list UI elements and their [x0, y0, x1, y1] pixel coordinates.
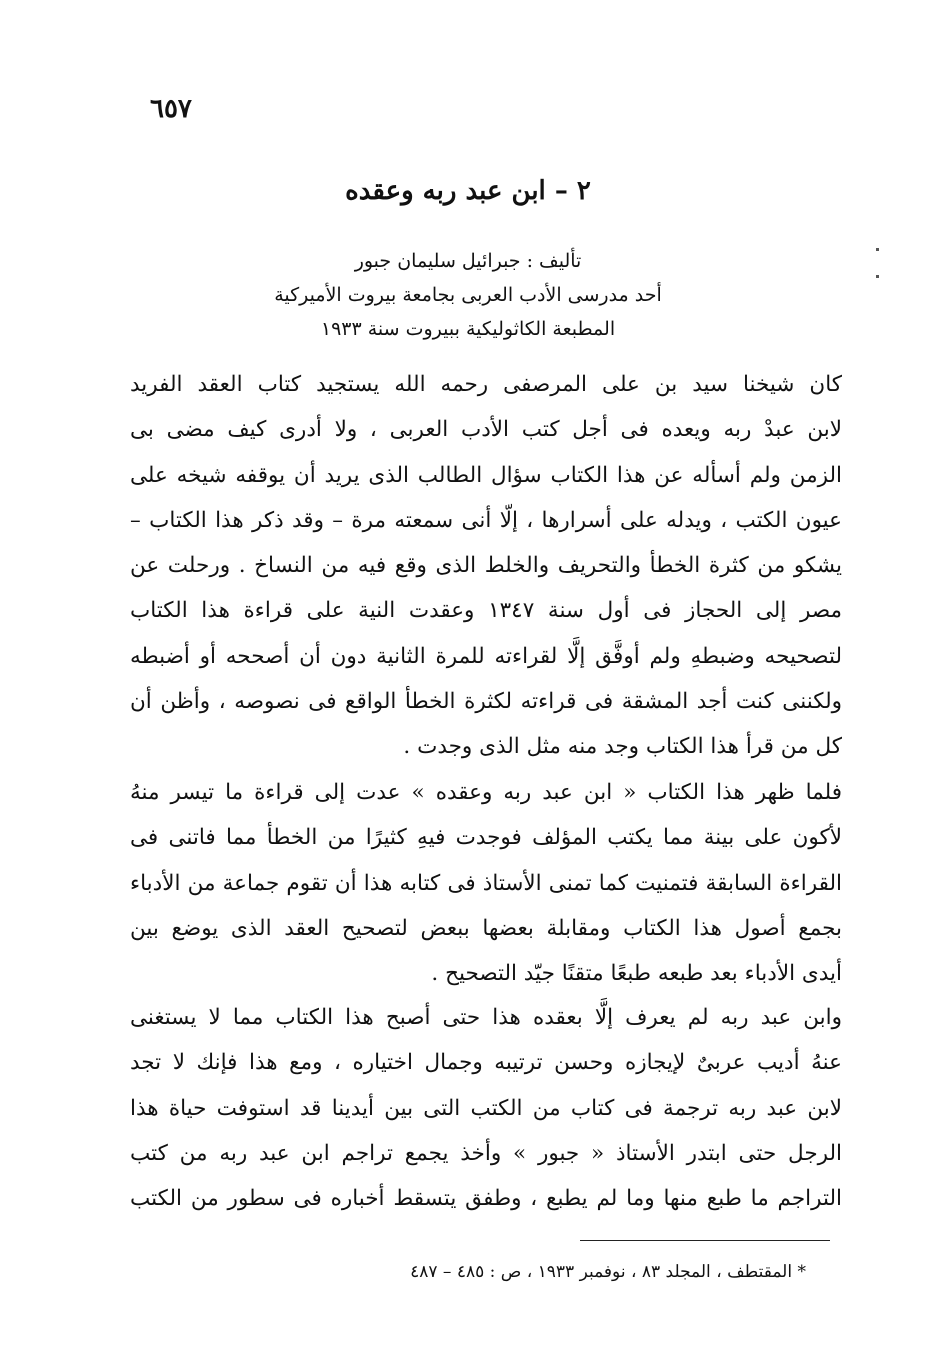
text-line: مصر إلى الحجاز فى أول سنة ١٣٤٧ وعقدت النية على قراءة هذا الكتاب — [130, 598, 842, 624]
scan-speck — [876, 248, 879, 251]
text-line: عيون الكتب ، ويدله على أسرارها ، إلّا أنى سمعته مرة – وقد ذكر هذا الكتاب – — [130, 507, 842, 533]
article-title: ٢ – ابن عبد ربه وعقده — [345, 176, 591, 206]
text-line: عنهُ أديب عربىٌ لإيجازه وحسن ترتيبه وجمال اختياره ، ومع هذا فإنك لا تجد — [130, 1050, 842, 1076]
scan-speck — [876, 275, 879, 278]
text-line: لابن عبدْ ربه ويعده فى أجل كتب الأدب العربى ، ولا أدرى كيف مضى بى — [130, 417, 842, 443]
text-line: وابن عبد ربه لم يعرف إلَّا بعقده هذا حتى أصبح هذا الكتاب مما لا يستغنى — [130, 1005, 842, 1030]
text-line: لتصحيحه وضبطهِ ولم أوفَّق إلَّا لقراءته للمرة الثانية دون أن أصححه أو أضبطه — [130, 643, 842, 669]
text-line: كان شيخنا سيد بن على المرصفى رحمه الله يستجيد كتاب العقد الفريد — [130, 372, 842, 397]
text-line: الرجل حتى ابتدر الأستاذ « جبور » وأخذ يجمع تراجم ابن عبد ربه من كتب — [130, 1140, 842, 1166]
text-line: الزمن ولم أسأله عن هذا الكتاب سؤال الطالب الذى يريد أن يوقفه شيخه على — [130, 462, 842, 488]
footnote: * المقتطف ، المجلد ٨٣ ، نوفمبر ١٩٣٣ ، ص : ٤٨٥ – ٤٨٧ — [410, 1262, 806, 1282]
text-line: يشكو من كثرة الخطأ والتحريف والخلط الذى وقع فيه من النساخ . ورحلت عن — [130, 553, 842, 579]
author-line: تأليف : جبرائيل سليمان جبور — [354, 250, 582, 272]
affiliation-line: أحد مدرسى الأدب العربى بجامعة بيروت الأميركية — [274, 284, 662, 306]
text-line: كل من قرأ هذا الكتاب وجد منه مثل الذى وجدت . — [403, 734, 842, 760]
paragraph-3 — [130, 995, 842, 1221]
text-line: لابن عبد ربه ترجمة فى كتاب من الكتب التى بين أيدينا قد استوفت حياة هذا — [130, 1095, 842, 1121]
text-line: لأكون على بينة مما يكتب المؤلف فوجدت فيهِ كثيرًا من الخطأ مما فاتنى فى — [130, 825, 842, 851]
text-line: أيدى الأدباء بعد طبعه طبعًا متقنًا جيّد التصحيح . — [431, 961, 842, 987]
page-number: ٦٥٧ — [150, 94, 192, 124]
text-line: التراجم ما طبع منها وما لم يطبع ، وطفق يتسقط أخباره فى سطور من الكتب — [130, 1186, 842, 1212]
footnote-divider — [580, 1240, 830, 1241]
text-line: القراءة السابقة فتمنيت كما تمنى الأستاذ فى كتابه هذا أن تقوم جماعة من الأدباء — [130, 870, 842, 896]
text-line: بجمع أصول هذا الكتاب ومقابلة بعضها ببعض لتصحيح العقد الذى يوضع بين — [130, 915, 842, 941]
paragraph-1 — [130, 362, 842, 770]
publisher-line: المطبعة الكاثوليكية ببيروت سنة ١٩٣٣ — [320, 318, 616, 340]
text-line: فلما ظهر هذا الكتاب « ابن عبد ربه وعقده » عدت إلى قراءة ما تيسر منهُ — [130, 780, 842, 805]
text-line: ولكننى كنت أجد المشقة فى قراءته لكثرة الخطأ الواقع فى نصوصه ، وأظن أن — [130, 689, 842, 715]
paragraph-2 — [130, 770, 842, 996]
